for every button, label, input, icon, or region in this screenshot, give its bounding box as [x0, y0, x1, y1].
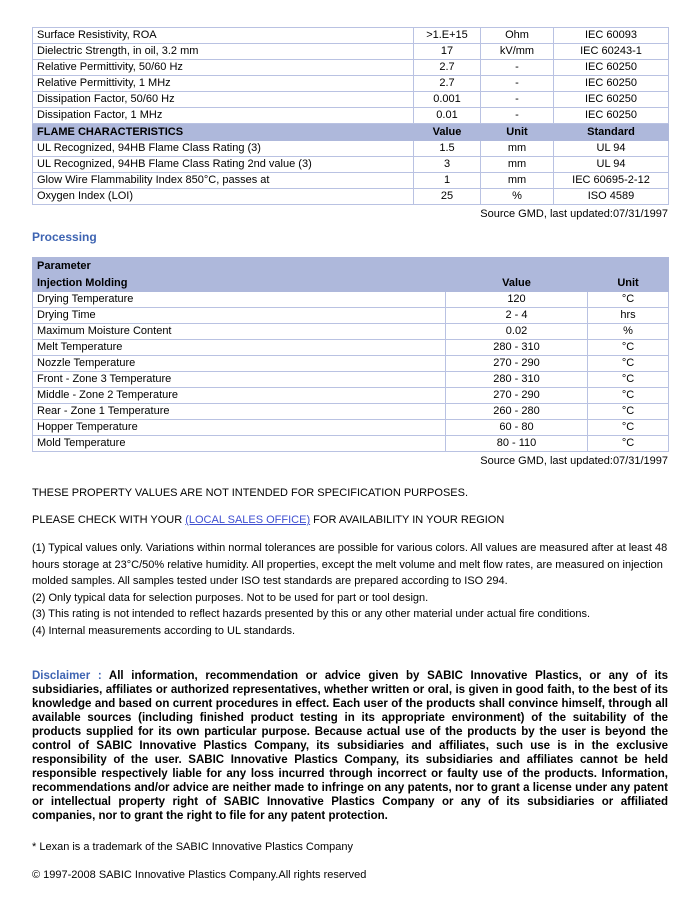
electrical-rows: [33, 28, 669, 124]
table-row: [33, 340, 669, 356]
cell-unit: °C: [588, 420, 669, 436]
cell-value: 120: [446, 292, 588, 308]
cell-standard: ISO 4589: [554, 189, 669, 205]
cell-value: 17: [414, 44, 481, 60]
cell-standard: IEC 60250: [554, 76, 669, 92]
cell-property: UL Recognized, 94HB Flame Class Rating (3): [33, 141, 414, 157]
cell-value: 0.02: [446, 324, 588, 340]
cell-parameter: Drying Temperature: [33, 292, 446, 308]
cell-property: Relative Permittivity, 50/60 Hz: [33, 60, 414, 76]
cell-value: 0.001: [414, 92, 481, 108]
table-row: [33, 141, 669, 157]
flame-characteristics-header-row: [33, 124, 669, 141]
cell-parameter: Middle - Zone 2 Temperature: [33, 388, 446, 404]
table-row: [33, 308, 669, 324]
cell-unit: mm: [481, 141, 554, 157]
availability-notice: [32, 513, 668, 527]
cell-parameter: Melt Temperature: [33, 340, 446, 356]
cell-unit: hrs: [588, 308, 669, 324]
cell-unit: °C: [588, 292, 669, 308]
cell-unit: °C: [588, 388, 669, 404]
footnote-3: (3) This rating is not intended to reflect hazards presented by this or any other material under actual fire conditions.: [32, 608, 591, 620]
cell-unit: -: [481, 108, 554, 124]
cell-standard: IEC 60250: [554, 92, 669, 108]
disclaimer-label: Disclaimer :: [32, 670, 102, 682]
cell-value: 25: [414, 189, 481, 205]
table-row: [33, 76, 669, 92]
table-row: [33, 436, 669, 452]
cell-parameter: Maximum Moisture Content: [33, 324, 446, 340]
table-row: [33, 372, 669, 388]
processing-unit-header: Unit: [588, 275, 669, 292]
cell-value: 280 - 310: [446, 340, 588, 356]
injection-molding-header-row: [33, 275, 669, 292]
cell-unit: mm: [481, 157, 554, 173]
flame-header-unit: Unit: [481, 124, 554, 141]
table-row: [33, 189, 669, 205]
cell-unit: °C: [588, 356, 669, 372]
cell-value: 1: [414, 173, 481, 189]
disclaimer-body: All information, recommendation or advice given by SABIC Innovative Plastics, or any of its subsidiaries, affiliates or authorized representatives, whether written or oral, is given in good faith, to the best of its knowledge and based on current procedures in effect. Each user of the products shall convince himself, through all available sources (including finished product testing in its appropriate environment) of the suitability of the products supplied for its own particular purpose. Because actual use of the products by the user is beyond the control of SABIC Innovative Plastics Company, its subsidiaries and affiliates, such use is in the exclusive responsibility of the user. SABIC Innovative Plastics Company, its subsidiaries and affiliates cannot be held responsible respectively liable for any loss incurred through incorrect or faulty use of the products. Information, recommendations and/or advice are neither made to infringe on any patents, nor to grant a license under any patent or intellectual property right of SABIC Innovative Plastics Company or any of its subsidiaries or affiliated companies, nor to grant the right to file for any patent protection.: [32, 670, 668, 822]
cell-value: 270 - 290: [446, 388, 588, 404]
footnotes-block: [32, 540, 668, 639]
cell-standard: IEC 60093: [554, 28, 669, 44]
cell-property: Glow Wire Flammability Index 850°C, passes at: [33, 173, 414, 189]
cell-value: 3: [414, 157, 481, 173]
table-row: [33, 324, 669, 340]
local-sales-office-link[interactable]: (LOCAL SALES OFFICE): [185, 514, 311, 526]
table-row: [33, 173, 669, 189]
table-row: [33, 420, 669, 436]
flame-header-title: FLAME CHARACTERISTICS: [33, 124, 414, 141]
flame-rows: [33, 141, 669, 205]
cell-standard: IEC 60695-2-12: [554, 173, 669, 189]
flame-header-standard: Standard: [554, 124, 669, 141]
cell-value: 2 - 4: [446, 308, 588, 324]
cell-property: Dissipation Factor, 50/60 Hz: [33, 92, 414, 108]
cell-unit: %: [588, 324, 669, 340]
cell-value: 2.7: [414, 76, 481, 92]
cell-parameter: Nozzle Temperature: [33, 356, 446, 372]
cell-property: Oxygen Index (LOI): [33, 189, 414, 205]
cell-property: UL Recognized, 94HB Flame Class Rating 2nd value (3): [33, 157, 414, 173]
cell-value: 80 - 110: [446, 436, 588, 452]
cell-unit: °C: [588, 404, 669, 420]
availability-prefix: PLEASE CHECK WITH YOUR: [32, 514, 186, 526]
cell-unit: °C: [588, 436, 669, 452]
table-row: [33, 157, 669, 173]
processing-value-header: Value: [446, 275, 588, 292]
footnote-1: (1) Typical values only. Variations within normal tolerances are possible for various colors. All values are measured after at least 48 hours storage at 23°C/50% relative humidity. All properties, except the melt volume and melt flow rates, are measured on injection molded samples. All samples tested under ISO test standards are prepared according to ISO 294.: [32, 542, 668, 587]
cell-property: Surface Resistivity, ROA: [33, 28, 414, 44]
cell-value: 280 - 310: [446, 372, 588, 388]
cell-parameter: Front - Zone 3 Temperature: [33, 372, 446, 388]
processing-table: [32, 257, 669, 452]
processing-rows: [33, 292, 669, 452]
table-row: [33, 292, 669, 308]
cell-value: >1.E+15: [414, 28, 481, 44]
cell-value: 270 - 290: [446, 356, 588, 372]
cell-value: 1.5: [414, 141, 481, 157]
cell-standard: IEC 60250: [554, 108, 669, 124]
flame-header-value: Value: [414, 124, 481, 141]
footnote-2: (2) Only typical data for selection purposes. Not to be used for part or tool design.: [32, 591, 429, 604]
cell-standard: IEC 60250: [554, 60, 669, 76]
cell-standard: UL 94: [554, 141, 669, 157]
cell-property: Relative Permittivity, 1 MHz: [33, 76, 414, 92]
copyright-note: © 1997-2008 SABIC Innovative Plastics Company.All rights reserved: [32, 869, 367, 881]
cell-unit: -: [481, 60, 554, 76]
processing-source-note: Source GMD, last updated:07/31/1997: [480, 455, 668, 467]
cell-parameter: Rear - Zone 1 Temperature: [33, 404, 446, 420]
cell-unit: -: [481, 92, 554, 108]
table-row: [33, 28, 669, 44]
processing-table-header: [33, 258, 669, 292]
cell-unit: °C: [588, 372, 669, 388]
table-row: [33, 92, 669, 108]
cell-property: Dissipation Factor, 1 MHz: [33, 108, 414, 124]
cell-parameter: Mold Temperature: [33, 436, 446, 452]
cell-unit: -: [481, 76, 554, 92]
processing-heading: Processing: [32, 230, 97, 244]
disclaimer-paragraph: [32, 669, 668, 823]
cell-value: 2.7: [414, 60, 481, 76]
trademark-note: * Lexan is a trademark of the SABIC Innovative Plastics Company: [32, 841, 353, 853]
footnote-4: (4) Internal measurements according to UL standards.: [32, 624, 296, 637]
electrical-source-note: Source GMD, last updated:07/31/1997: [480, 208, 668, 220]
table-row: [33, 60, 669, 76]
flame-header-section: [33, 124, 669, 141]
cell-unit: °C: [588, 340, 669, 356]
table-row: [33, 388, 669, 404]
cell-parameter: Hopper Temperature: [33, 420, 446, 436]
cell-value: 0.01: [414, 108, 481, 124]
cell-value: 60 - 80: [446, 420, 588, 436]
cell-property: Dielectric Strength, in oil, 3.2 mm: [33, 44, 414, 60]
specification-notice: THESE PROPERTY VALUES ARE NOT INTENDED FOR SPECIFICATION PURPOSES.: [32, 487, 469, 499]
table-row: [33, 404, 669, 420]
cell-unit: %: [481, 189, 554, 205]
parameter-header-label: Parameter: [33, 258, 669, 275]
cell-parameter: Drying Time: [33, 308, 446, 324]
table-row: [33, 108, 669, 124]
table-row: [33, 44, 669, 60]
availability-suffix: FOR AVAILABILITY IN YOUR REGION: [310, 514, 505, 526]
cell-unit: Ohm: [481, 28, 554, 44]
parameter-header-row: [33, 258, 669, 275]
injection-molding-label: Injection Molding: [33, 275, 446, 292]
electrical-properties-table: [32, 27, 669, 205]
cell-unit: mm: [481, 173, 554, 189]
cell-unit: kV/mm: [481, 44, 554, 60]
table-row: [33, 356, 669, 372]
cell-value: 260 - 280: [446, 404, 588, 420]
cell-standard: IEC 60243-1: [554, 44, 669, 60]
cell-standard: UL 94: [554, 157, 669, 173]
